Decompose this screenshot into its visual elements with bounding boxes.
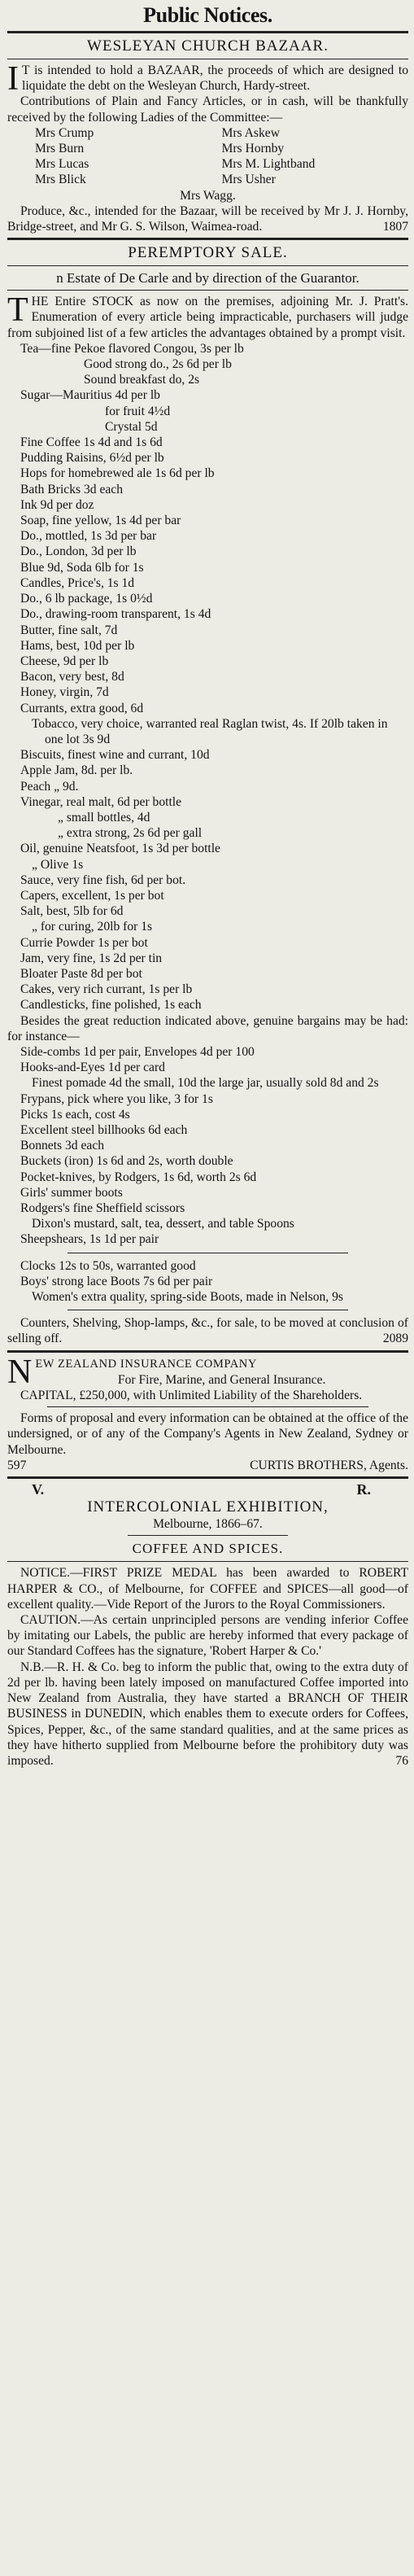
divider: [7, 290, 408, 291]
sale-subtitle: n Estate of De Carle and by direction of the Guarantor.: [56, 270, 360, 286]
stock-item: Capers, excellent, 1s per bot: [20, 888, 164, 903]
committee-lady: Mrs Blick: [35, 173, 86, 187]
committee-lady: Mrs Burn: [35, 142, 85, 156]
stock-item: Pudding Raisins, 6½d per lb: [20, 451, 164, 466]
exhibition-heading: COFFEE AND SPICES.: [132, 1541, 284, 1557]
stock-item: for fruit 4½d: [105, 404, 171, 418]
ad-number: 76: [395, 1753, 408, 1768]
agents-name: CURTIS BROTHERS, Agents.: [250, 1458, 408, 1472]
committee-lady: Mrs Crump: [35, 125, 94, 140]
stock-item: Frypans, pick where you like, 3 for 1s: [20, 1091, 213, 1106]
stock-item: Fine Coffee 1s 4d and 1s 6d: [20, 435, 163, 450]
stock-item: Peach „ 9d.: [20, 779, 79, 794]
divider: [7, 1561, 408, 1562]
stock-item: Dixon's mustard, salt, tea, dessert, and table Spoons: [32, 1217, 294, 1231]
insurance-signoff: [7, 1458, 408, 1473]
bazaar-notice: [7, 37, 408, 234]
stock-list: [7, 341, 408, 1013]
bazaar-produce: Produce, &c., intended for the Bazaar, will be received by Mr J. J. Hornby, Bridge-street, and Mr G. S. Wilson, Waimea-road. 1807: [7, 203, 408, 234]
stock-item: Sauce, very fine fish, 6d per bot.: [20, 873, 186, 887]
bazaar-intro: I T is intended to hold a BAZAAR, the proceeds of which are designed to liquidate the debt on the Wesleyan Church, Hardy-street.: [7, 60, 408, 98]
stock-item: Candles, Price's, 1s 1d: [20, 575, 135, 590]
boots-list: [7, 1258, 408, 1305]
stock-item: Picks 1s each, cost 4s: [20, 1107, 130, 1122]
stock-item: Currie Powder 1s per bot: [20, 935, 148, 950]
insurance-forms: Forms of proposal and every information can be obtained at the office of the undersigned, or of any of the Company's Agents in New Zealand, Sydney or Melbourne.: [7, 1411, 408, 1457]
stock-item: Hams, best, 10d per lb: [20, 638, 135, 653]
stock-item: Do., London, 3d per lb: [20, 545, 137, 559]
committee-lady: Mrs Hornby: [221, 142, 285, 156]
divider: [7, 1476, 408, 1479]
stock-item: Side-combs 1d per pair, Envelopes 4d per 100: [20, 1044, 255, 1059]
stock-item: Pocket-knives, by Rodgers, 1s 6d, worth 2s 6d: [20, 1170, 257, 1184]
drop-cap: N: [7, 1353, 33, 1391]
stock-item: Vinegar, real malt, 6d per bottle: [20, 794, 182, 809]
stock-item: Soap, fine yellow, 1s 4d per bar: [20, 514, 181, 528]
sale-reduction: Besides the great reduction indicated above, genuine bargains may be had: for instance—: [7, 1013, 408, 1043]
stock-item: „ Olive 1s: [32, 857, 84, 872]
stock-item: Clocks 12s to 50s, warranted good: [20, 1258, 196, 1273]
committee-lady: Mrs Askew: [221, 125, 280, 140]
stock-item: Hooks-and-Eyes 1d per card: [20, 1061, 165, 1075]
bazaar-title: WESLEYAN CHURCH BAZAAR.: [87, 37, 329, 55]
stock-item: Finest pomade 4d the small, 10d the large jar, usually sold 8d and 2s: [32, 1076, 379, 1091]
drop-cap: T: [7, 291, 28, 330]
stock-item: Bloater Paste 8d per bot: [20, 966, 142, 981]
sale-title: PEREMPTORY SALE.: [128, 244, 288, 262]
stock-item: Jam, very fine, 1s 2d per tin: [20, 951, 163, 965]
stock-item: Do., 6 lb package, 1s 0½d: [20, 592, 153, 606]
divider: [7, 238, 408, 240]
sale-intro: THE Entire STOCK as now on the premises, adjoining Mr. J. Pratt's. Enumeration of every article being impracticable, purchasers will judge from subjoined list of a few articles the advantages obtained by a prompt visit.: [7, 291, 408, 340]
stock-item: Sugar—Mauritius 4d per lb: [20, 388, 160, 403]
bargain-list: [7, 1044, 408, 1248]
stock-item: Sheepshears, 1s 1d per pair: [20, 1232, 159, 1247]
committee-lady: Mrs Wagg.: [180, 188, 236, 203]
ad-number: 1807: [382, 220, 408, 234]
stock-item: Currants, extra good, 6d: [20, 701, 144, 715]
exhibition-title: INTERCOLONIAL EXHIBITION,: [87, 1498, 329, 1516]
exhibition-place: Melbourne, 1866–67.: [153, 1517, 263, 1532]
exhibition-notice-text: NOTICE.—FIRST PRIZE MEDAL has been awarded to ROBERT HARPER & CO., of Melbourne, for COFFEE and SPICES—all good—of excellent quality.—Vide Report of the Jurors to the Royal Commissioners.: [7, 1566, 408, 1612]
stock-item: Tobacco, very choice, warranted real Raglan twist, 4s. If 20lb taken in one lot 3s 9d: [32, 716, 388, 746]
divider: [7, 1350, 408, 1353]
stock-item: Cheese, 9d per lb: [20, 654, 109, 668]
stock-item: Bacon, very best, 8d: [20, 670, 124, 684]
stock-item: Excellent steel billhooks 6d each: [20, 1123, 188, 1137]
ad-number: 597: [7, 1458, 27, 1472]
stock-item: Candlesticks, fine polished, 1s each: [20, 998, 202, 1012]
stock-item: „ small bottles, 4d: [58, 810, 150, 824]
stock-item: Good strong do., 2s 6d per lb: [84, 357, 232, 372]
stock-item: Buckets (iron) 1s 6d and 2s, worth double: [20, 1154, 233, 1169]
stock-item: Oil, genuine Neatsfoot, 1s 3d per bottle: [20, 842, 220, 856]
stock-item: Butter, fine salt, 7d: [20, 623, 118, 637]
committee-lady: Mrs M. Lightband: [221, 157, 316, 172]
stock-item: Do., drawing-room transparent, 1s 4d: [20, 607, 211, 622]
stock-item: Apple Jam, 8d. per lb.: [20, 763, 133, 778]
committee-lady: Mrs Usher: [221, 173, 276, 187]
stock-item: Women's extra quality, spring-side Boots, made in Nelson, 9s: [32, 1290, 343, 1305]
divider: [47, 1406, 368, 1407]
stock-item: Bath Bricks 3d each: [20, 482, 124, 496]
stock-item: Cakes, very rich currant, 1s per lb: [20, 982, 193, 997]
stock-item: „ for curing, 20lb for 1s: [32, 920, 153, 934]
stock-item: Ink 9d per doz: [20, 497, 94, 512]
stock-item: Crystal 5d: [105, 419, 158, 434]
stock-item: Rodgers's fine Sheffield scissors: [20, 1201, 185, 1216]
committee-list: [7, 125, 408, 188]
stock-item: Do., mottled, 1s 3d per bar: [20, 529, 157, 544]
exhibition-caution: CAUTION.—As certain unprincipled persons are vending inferior Coffee by imitating our Labels, the public are hereby informed that every package of our Standard Coffees has the signature, 'Robert Harper & Co.': [7, 1613, 408, 1659]
insurance-subtitle: For Fire, Marine, and General Insurance.: [117, 1372, 326, 1387]
divider: [7, 265, 408, 266]
stock-item: Honey, virgin, 7d: [20, 685, 109, 700]
stock-item: Salt, best, 5lb for 6d: [20, 904, 124, 919]
stock-item: Biscuits, finest wine and currant, 10d: [20, 748, 210, 763]
royal-cipher: V. R.: [32, 1481, 371, 1498]
stock-item: Girls' summer boots: [20, 1185, 123, 1200]
stock-item: Blue 9d, Soda 6lb for 1s: [20, 560, 144, 575]
divider: [128, 1535, 288, 1536]
committee-lady: Mrs Lucas: [35, 157, 89, 172]
divider: [7, 31, 408, 33]
stock-item: Tea—fine Pekoe flavored Congou, 3s per lb: [20, 341, 244, 356]
stock-item: Sound breakfast do, 2s: [84, 373, 200, 387]
exhibition-notice: [7, 1482, 408, 1769]
stock-item: Bonnets 3d each: [20, 1139, 105, 1153]
exhibition-nb: N.B.—R. H. & Co. beg to inform the public that, owing to the extra duty of 2d per lb. having been lately imposed on manufactured Coffee imported into New Zealand from Australia, they have started a BRANCH OF THEIR BUSINESS in DUNEDIN, which enables them to execute orders for Coffees, Spices, Pepper, &c., of the same standard qualities, and at the same prices as they have hitherto supplied from Melbourne before the prohibitory duty was imposed. 76: [7, 1660, 408, 1768]
insurance-notice: [7, 1353, 408, 1473]
drop-cap: I: [7, 60, 19, 98]
sale-notice: [7, 243, 408, 1346]
ad-number: 2089: [382, 1332, 408, 1346]
bazaar-contributions: Contributions of Plain and Fancy Articles, or in cash, will be thankfully received by the following Ladies of the Committee:—: [7, 94, 408, 125]
sale-counters: Counters, Shelving, Shop-lamps, &c., for sale, to be moved at conclusion of selling off. 2089: [7, 1316, 408, 1346]
section-header: Public Notices.: [143, 3, 272, 27]
stock-item: Hops for homebrewed ale 1s 6d per lb: [20, 466, 215, 481]
stock-item: „ extra strong, 2s 6d per gall: [58, 826, 203, 841]
insurance-capital: CAPITAL, £250,000, with Unlimited Liability of the Shareholders.: [20, 1389, 363, 1403]
stock-item: Boys' strong lace Boots 7s 6d per pair: [20, 1274, 213, 1288]
insurance-title: NEW ZEALAND INSURANCE COMPANY: [7, 1353, 257, 1391]
